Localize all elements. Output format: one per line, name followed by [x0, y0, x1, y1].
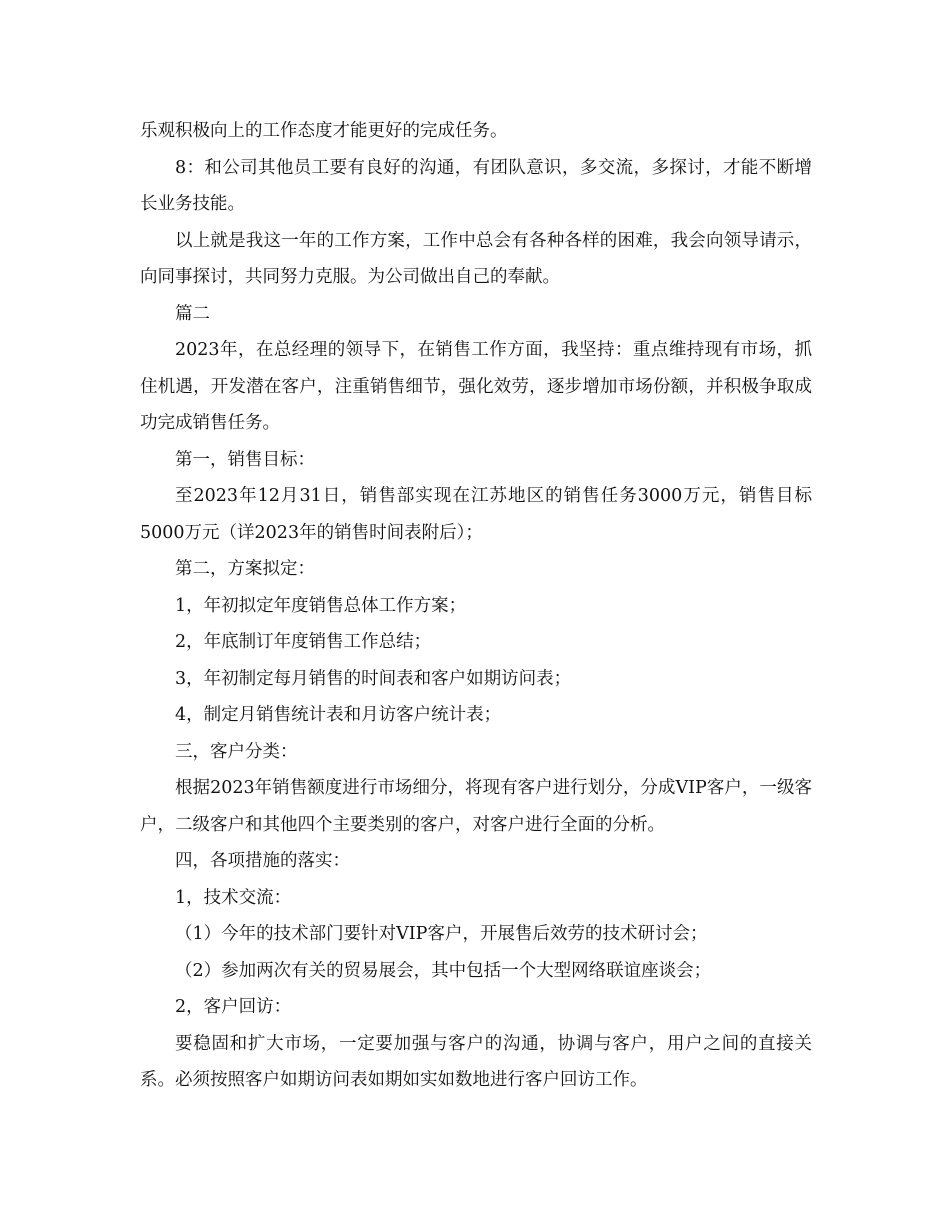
paragraph-continuation: 乐观积极向上的工作态度才能更好的完成任务。 — [140, 121, 508, 141]
list-item-plan-2: 2，年底制订年度销售工作总结； — [175, 632, 432, 652]
heading-measures: 四，各项措施的落实： — [175, 851, 350, 871]
heading-sales-target: 第一，销售目标： — [175, 449, 315, 470]
section-heading-part-two: 篇二 — [175, 303, 210, 324]
heading-customer-classification: 三，客户分类： — [175, 741, 298, 762]
list-item-customer-visit: 2，客户回访： — [175, 997, 292, 1017]
list-subitem-2: （2）参加两次有关的贸易展会，其中包括一个大型网络联谊座谈会； — [175, 960, 712, 981]
paragraph-summary: 以上就是我这一年的工作方案，工作中总会有各种各样的困难，我会向领导请示，向同事探讨，共同努力克服。为公司做出自己的奉献。 — [140, 230, 812, 287]
list-item-plan-3: 3，年初制定每月销售的时间表和客户如期访问表； — [175, 668, 572, 689]
list-item-tech-exchange: 1，技术交流： — [175, 887, 292, 908]
list-item-plan-1: 1，年初拟定年度销售总体工作方案； — [175, 595, 467, 616]
paragraph-sales-target: 至2023年12月31日，销售部实现在江苏地区的销售任务3000万元，销售目标5000万元（详2023年的销售时间表附后）； — [140, 486, 812, 543]
paragraph-item-8: 8：和公司其他员工要有良好的沟通，有团队意识，多交流，多探讨，才能不断增长业务技能。 — [140, 157, 812, 214]
list-subitem-1: （1）今年的技术部门要针对VIP客户，开展售后效劳的技术研讨会； — [175, 924, 708, 944]
paragraph-customer-visit: 要稳固和扩大市场，一定要加强与客户的沟通，协调与客户，用户之间的直接关系。必须按照客户如期访问表如期如实如数地进行客户回访工作。 — [140, 1033, 812, 1090]
list-item-plan-4: 4，制定月销售统计表和月访客户统计表； — [175, 705, 502, 725]
paragraph-customer-classification: 根据2023年销售额度进行市场细分，将现有客户进行划分，分成VIP客户，一级客户，二级客户和其他四个主要类别的客户，对客户进行全面的分析。 — [140, 778, 812, 835]
paragraph-intro-2023: 2023年，在总经理的领导下，在销售工作方面，我坚持：重点维持现有市场，抓住机遇，开发潜在客户，注重销售细节，强化效劳，逐步增加市场份额，并积极争取成功完成销售任务。 — [140, 340, 812, 433]
heading-plan: 第二，方案拟定： — [175, 559, 315, 579]
document-body — [140, 113, 812, 1099]
